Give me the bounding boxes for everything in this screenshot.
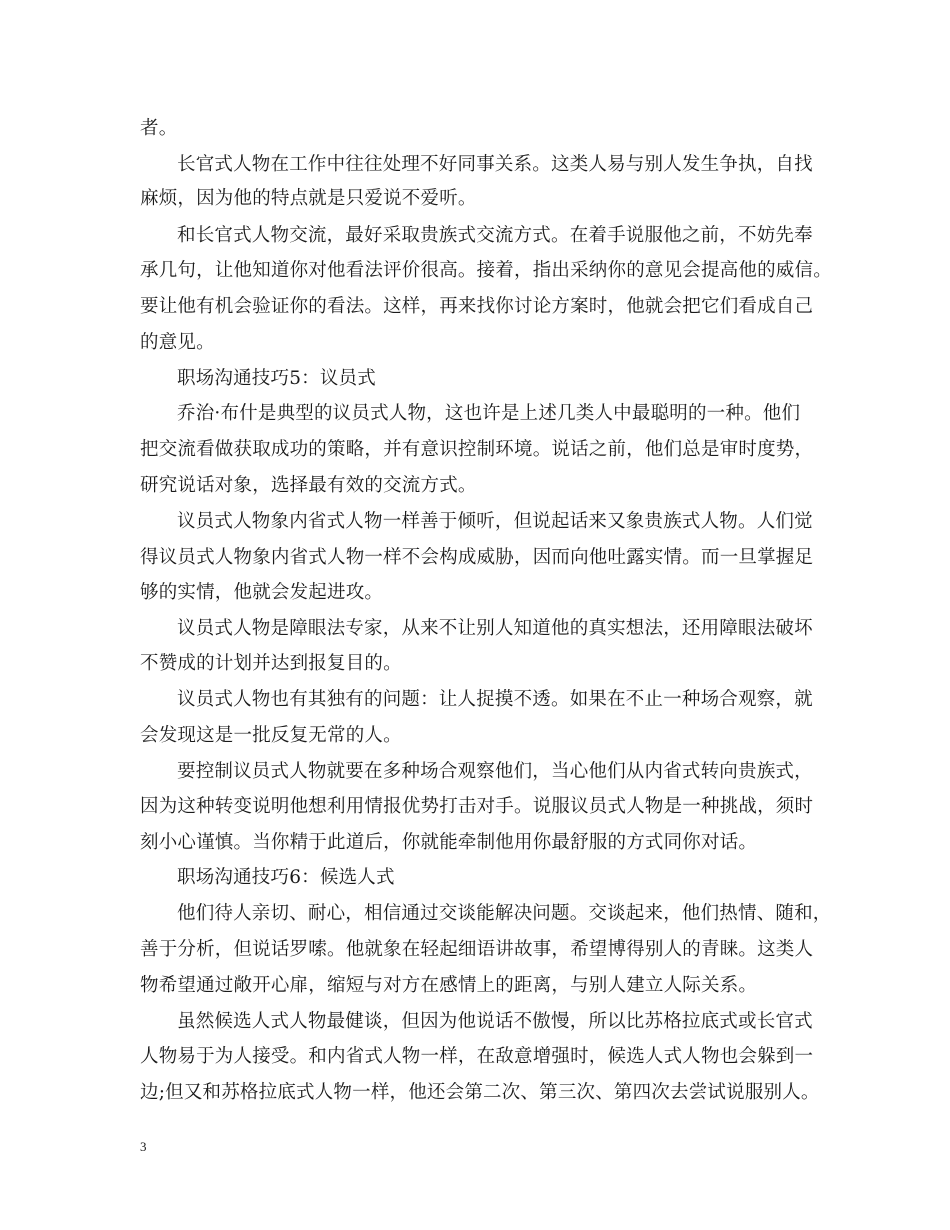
text-line: 和长官式人物交流，最好采取贵族式交流方式。在着手说服他之前，不妨先奉 <box>177 225 813 246</box>
text-line: 边;但又和苏格拉底式人物一样，他还会第二次、第三次、第四次去尝试说服别人。 <box>140 1082 820 1103</box>
text-line: 因为这种转变说明他想利用情报优势打击对手。说服议员式人物是一种挑战，须时 <box>140 796 814 817</box>
text-line: 承几句，让他知道你对他看法评价很高。接着，指出采纳你的意见会提高他的威信。 <box>140 260 832 281</box>
text-line: 要让他有机会验证你的看法。这样，再来找你讨论方案时，他就会把它们看成自己 <box>140 296 814 317</box>
page-number: 3 <box>140 1139 147 1154</box>
text-line: 刻小心谨慎。当你精于此道后，你就能牵制他用你最舒服的方式同你对话。 <box>140 832 758 853</box>
text-line: 议员式人物也有其独有的问题：让人捉摸不透。如果在不止一种场合观察，就 <box>177 689 813 710</box>
text-line: 不赞成的计划并达到报复目的。 <box>140 653 402 674</box>
text-line: 麻烦，因为他的特点就是只爱说不爱听。 <box>140 188 477 209</box>
text-line: 研究说话对象，选择最有效的交流方式。 <box>140 475 477 496</box>
text-line: 物希望通过敞开心扉，缩短与对方在感情上的距离，与别人建立人际关系。 <box>140 975 758 996</box>
section-heading: 职场沟通技巧6：候选人式 <box>177 867 395 888</box>
text-line: 长官式人物在工作中往往处理不好同事关系。这类人易与别人发生争执，自找 <box>177 154 813 175</box>
text-line: 他们待人亲切、耐心，相信通过交谈能解决问题。交谈起来，他们热情、随和， <box>177 903 832 924</box>
text-line: 者。 <box>140 118 178 139</box>
text-line: 会发现这是一批反复无常的人。 <box>140 725 402 746</box>
text-line: 议员式人物象内省式人物一样善于倾听，但说起话来又象贵族式人物。人们觉 <box>177 511 813 532</box>
text-line: 够的实情，他就会发起进攻。 <box>140 582 384 603</box>
section-heading: 职场沟通技巧5：议员式 <box>177 368 376 389</box>
text-line: 把交流看做获取成功的策略，并有意识控制环境。说话之前，他们总是审时度势， <box>140 439 814 460</box>
text-line: 人物易于为人接受。和内省式人物一样，在敌意增强时，候选人式人物也会躲到一 <box>140 1046 814 1067</box>
text-line: 得议员式人物象内省式人物一样不会构成威胁，因而向他吐露实情。而一旦掌握足 <box>140 547 814 568</box>
text-line: 虽然候选人式人物最健谈，但因为他说话不傲慢，所以比苏格拉底式或长官式 <box>177 1011 813 1032</box>
text-line: 善于分析，但说话罗嗦。他就象在轻起细语讲故事，希望博得别人的青睐。这类人 <box>140 939 814 960</box>
text-line: 乔治·布什是典型的议员式人物，这也许是上述几类人中最聪明的一种。他们 <box>177 403 801 424</box>
text-line: 要控制议员式人物就要在多种场合观察他们，当心他们从内省式转向贵族式， <box>177 761 813 782</box>
text-line: 议员式人物是障眼法专家，从来不让别人知道他的真实想法，还用障眼法破坏 <box>177 618 813 639</box>
text-line: 的意见。 <box>140 332 215 353</box>
